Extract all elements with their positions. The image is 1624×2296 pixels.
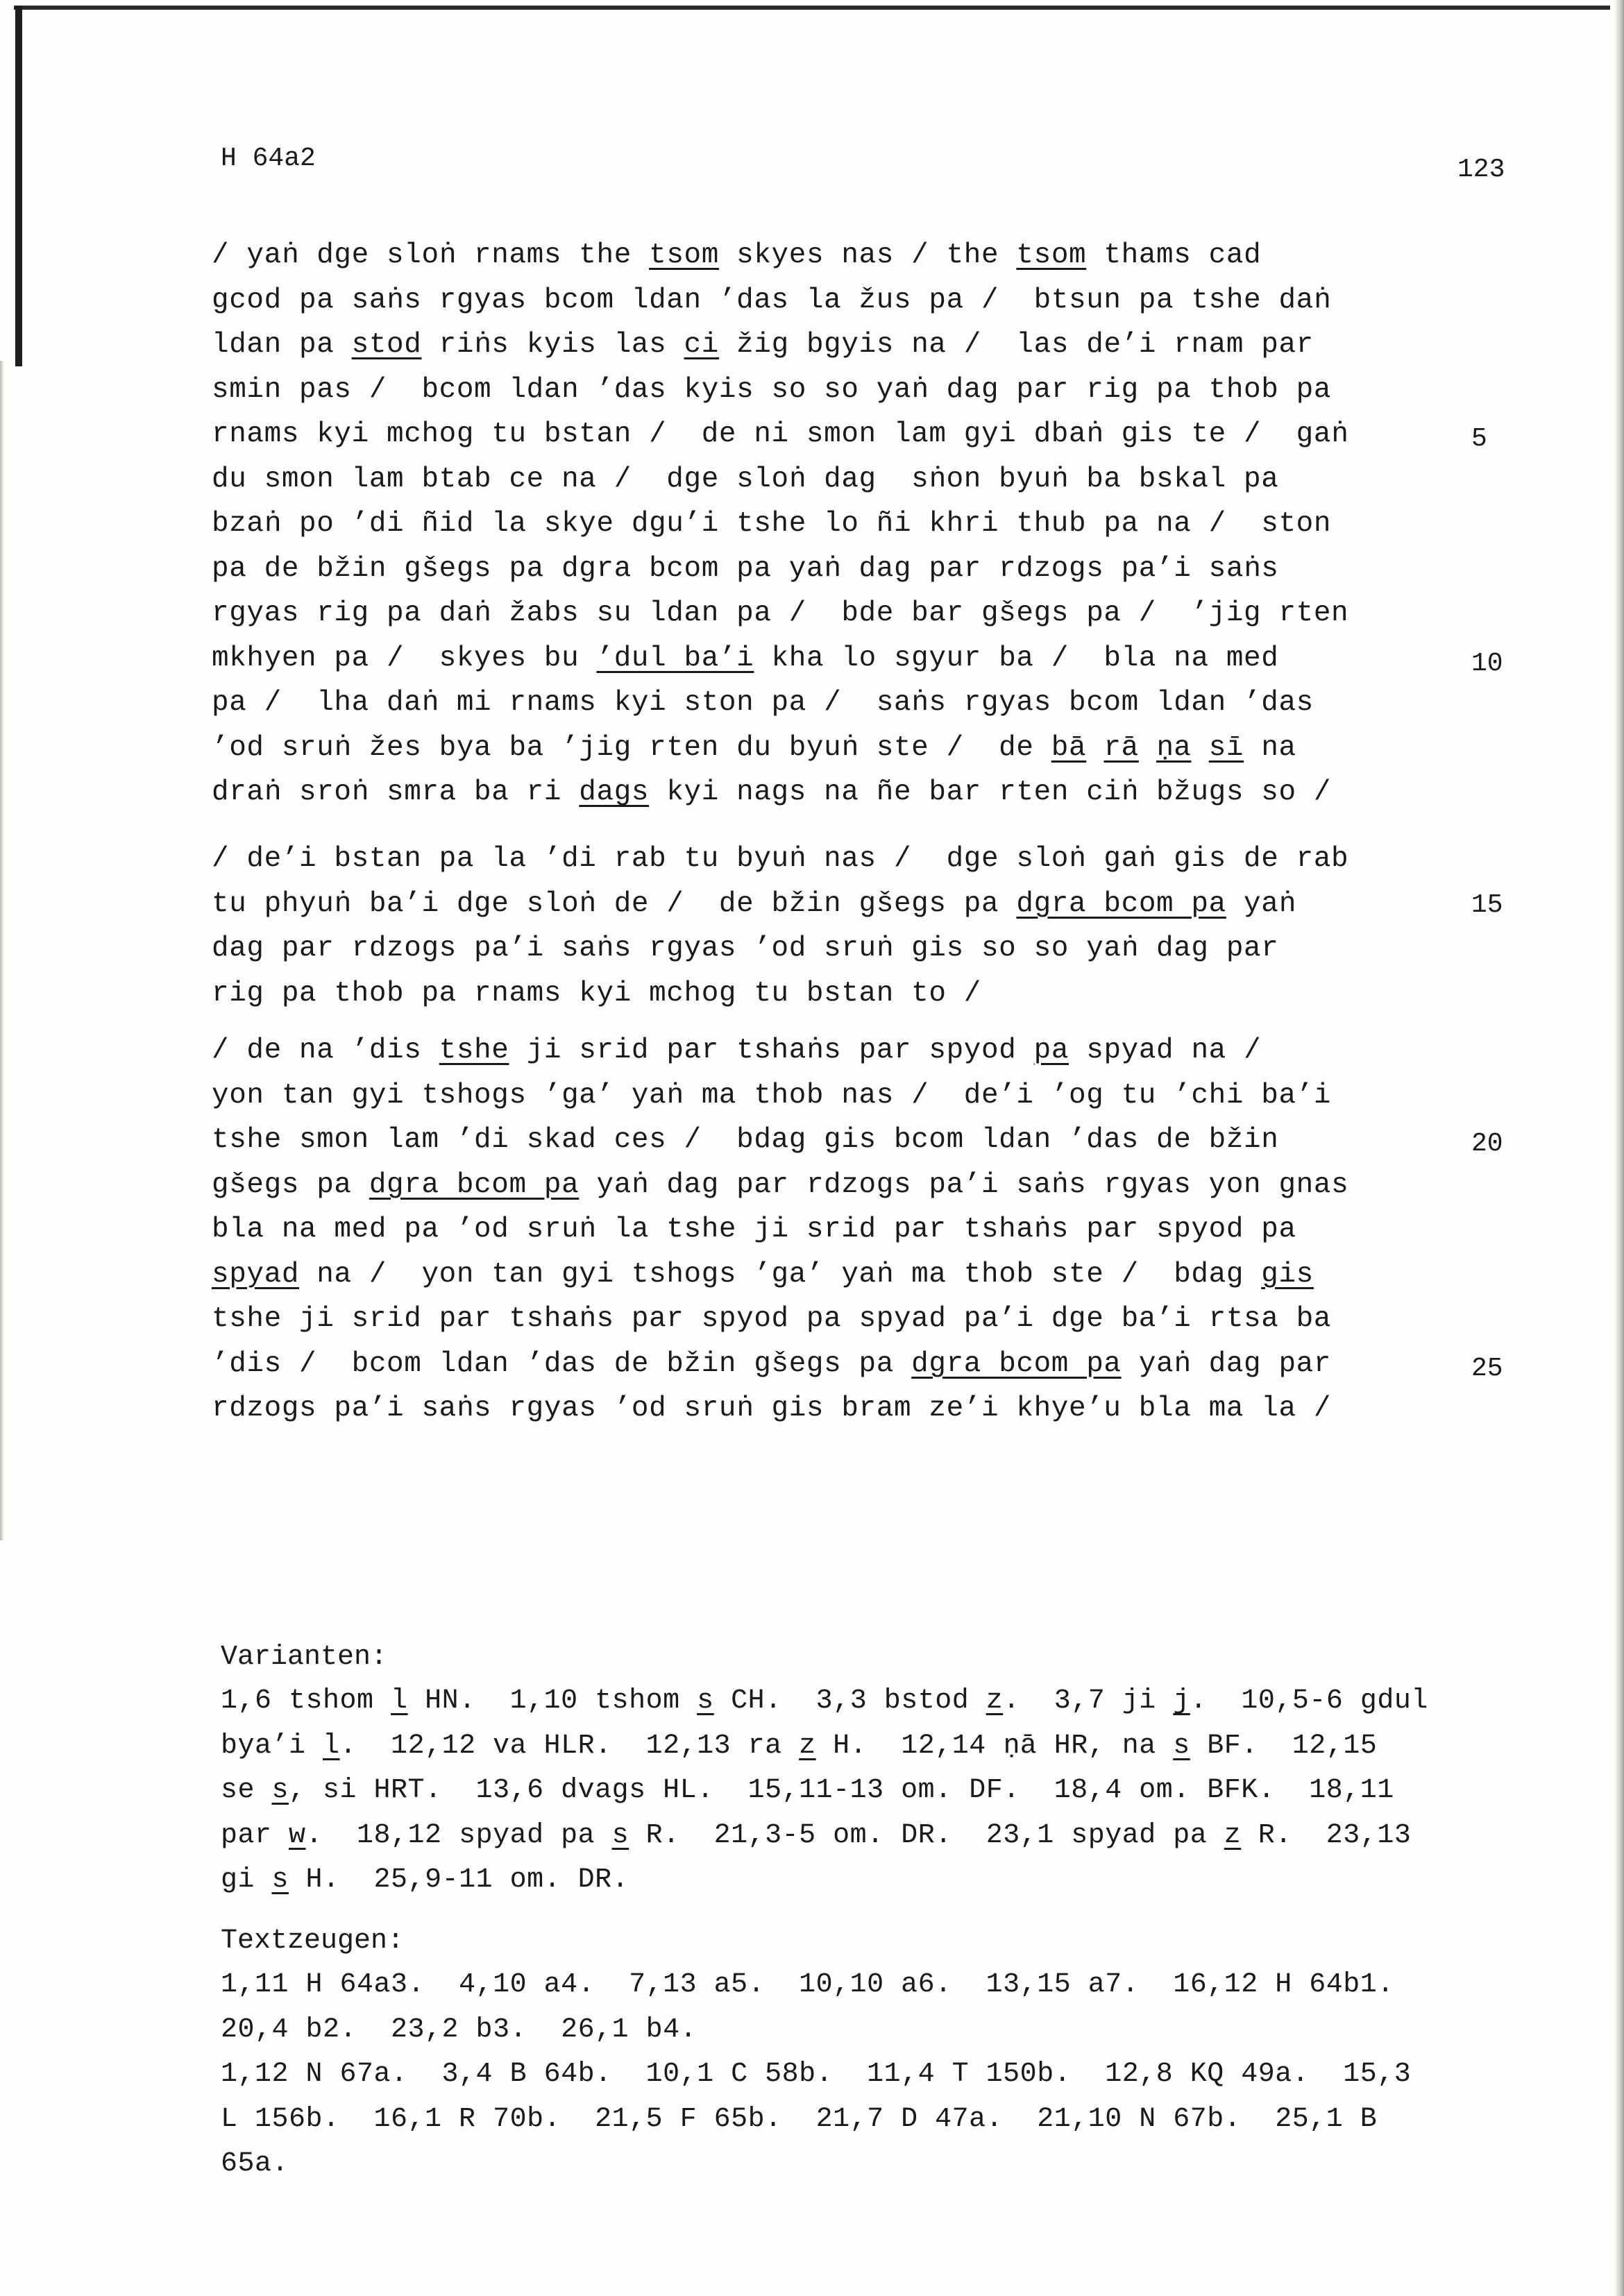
text-run: rnams kyi mchog tu bstan / de ni smon lam gyi dbaṅ gis te / gaṅ (212, 418, 1349, 450)
text-run: spyad na / (1069, 1035, 1262, 1066)
text-line (212, 412, 1482, 457)
underlined-word: tshe (439, 1035, 509, 1066)
underlined-word: z (986, 1685, 1004, 1717)
text-line (212, 502, 1482, 547)
text-line (212, 457, 1482, 502)
margin-line-number-10: 10 (1471, 649, 1503, 679)
variants-lines (221, 1679, 1539, 1903)
text-run: ldan pa (212, 329, 352, 361)
underlined-word: tsom (649, 239, 719, 271)
underlined-word: tsom (1016, 239, 1087, 271)
underlined-word: z (799, 1730, 816, 1762)
witnesses-heading: Textzeugen: (221, 1925, 405, 1957)
text-run: L 156b. 16,1 R 70b. 21,5 F 65b. 21,7 D 47a. 21,10 N 67b. 25,1 B (221, 2103, 1378, 2135)
text-line (212, 926, 1482, 971)
text-line (212, 368, 1482, 413)
text-line (212, 726, 1482, 771)
underlined-word: w (289, 1819, 306, 1851)
text-run: yaṅ dag par (1121, 1347, 1332, 1380)
text-run: skyes nas / the (718, 239, 1017, 271)
text-run: 20,4 b2. 23,2 b3. 26,1 b4. (221, 2014, 697, 2046)
text-run: se (221, 1775, 272, 1806)
underlined-word: rā (1103, 731, 1139, 764)
margin-line-number-20: 20 (1471, 1129, 1503, 1159)
text-run: R. 21,3-5 om. DR. 23,1 spyad pa (629, 1819, 1224, 1851)
text-run: BF. 12,15 (1190, 1730, 1378, 1762)
underlined-word: sī (1208, 731, 1244, 764)
underlined-word: s (611, 1819, 629, 1851)
text-run (1192, 732, 1209, 764)
text-run (1139, 732, 1156, 764)
text-run: 1,12 N 67a. 3,4 B 64b. 10,1 C 58b. 11,4 T 150b. 12,8 KQ 49a. 15,3 (221, 2059, 1412, 2090)
page-signature: H 64a2 (221, 144, 316, 173)
text-line (212, 681, 1482, 726)
text-run: dag par rdzogs pa’i saṅs rgyas ’od sruṅ gis so so yaṅ dag par (212, 933, 1279, 964)
text-run: , si HRT. 13,6 dvags HL. 15,11-13 om. DF. 18,4 om. BFK. 18,11 (289, 1775, 1394, 1806)
underlined-word: gis (1261, 1258, 1314, 1291)
underlined-word: ’dul ba’i (596, 642, 754, 674)
witness-line (221, 2098, 1539, 2143)
text-run: gcod pa saṅs rgyas bcom ldan ’das la žus pa / btsun pa tshe daṅ (212, 284, 1332, 316)
text-run: yon tan gyi tshogs ’ga’ yaṅ ma thob nas / de’i ’og tu ’chi ba’i (212, 1079, 1332, 1112)
text-run: R. 23,13 (1241, 1819, 1412, 1851)
underlined-word: j (1173, 1685, 1190, 1717)
witness-line (221, 2008, 1539, 2053)
text-run: ji srid par tshaṅs par spyod (509, 1035, 1034, 1066)
underlined-word: l (323, 1730, 340, 1762)
text-run: / de’i bstan pa la ’di rab tu byuṅ nas / dge sloṅ gaṅ gis de rab (212, 843, 1349, 875)
text-line (212, 591, 1482, 636)
text-run: gšegs pa (212, 1168, 369, 1201)
text-run: gi (221, 1864, 272, 1896)
text-line (212, 1028, 1482, 1073)
text-line (212, 1073, 1482, 1119)
variant-line (221, 1769, 1539, 1814)
text-line (212, 1118, 1482, 1163)
text-run: tu phyuṅ ba’i dge sloṅ de / de bžin gšegs pa (212, 887, 1017, 920)
scan-left-shadow (0, 361, 4, 1540)
underlined-word: s (1173, 1730, 1190, 1762)
text-block-2 (212, 837, 1482, 1016)
text-line (212, 1297, 1482, 1342)
underlined-word: dags (579, 776, 650, 808)
text-run: kyi nags na ñe bar rten ciṅ bžugs so / (649, 776, 1332, 808)
text-run: 65a. (221, 2148, 289, 2179)
underlined-word: spyad (212, 1258, 300, 1291)
text-run: bzaṅ po ’di ñid la skye dgu’i tshe lo ñi khri thub pa na / ston (212, 508, 1332, 540)
text-run (1086, 732, 1103, 764)
text-run: yaṅ (1226, 887, 1296, 920)
text-run: riṅs kyis las (421, 329, 684, 361)
text-run: žig bgyis na / las de’i rnam par (718, 329, 1314, 361)
variant-line (221, 1814, 1539, 1859)
variant-line (221, 1858, 1539, 1903)
text-block-1 (212, 233, 1482, 815)
underlined-word: s (697, 1685, 714, 1717)
text-block-3 (212, 1028, 1482, 1431)
text-run: yaṅ dag par rdzogs pa’i saṅs rgyas yon gnas (579, 1168, 1349, 1201)
text-line (212, 323, 1482, 368)
text-run: tshe ji srid par tshaṅs par spyod pa spyad pa’i dge ba’i rtsa ba (212, 1303, 1332, 1335)
text-line (212, 770, 1482, 815)
variant-line (221, 1724, 1539, 1769)
text-run: . 12,12 va HLR. 12,13 ra (339, 1730, 800, 1762)
underlined-word: s (271, 1775, 289, 1806)
text-run: H. 25,9-11 om. DR. (289, 1864, 629, 1896)
text-run: H. 12,14 ṇā HR, na (815, 1730, 1174, 1762)
text-line (212, 1207, 1482, 1252)
underlined-word: ci (684, 329, 719, 361)
text-run: . 3,7 ji (1003, 1685, 1174, 1717)
text-run: / de na ’dis (212, 1035, 439, 1066)
variants-apparatus (221, 1636, 1539, 1903)
text-line (212, 1163, 1482, 1208)
margin-line-number-25: 25 (1471, 1354, 1503, 1384)
text-run: thams cad (1086, 239, 1262, 271)
witness-line (221, 2052, 1539, 2098)
underlined-word: z (1224, 1819, 1242, 1851)
text-run: bla na med pa ’od sruṅ la tshe ji srid par tshaṅs par spyod pa (212, 1214, 1296, 1245)
underlined-word: dgra bcom pa (911, 1347, 1122, 1380)
text-run: du smon lam btab ce na / dge sloṅ dag sṅon byuṅ ba bskal pa (212, 463, 1279, 495)
text-run: pa / lha daṅ mi rnams kyi ston pa / saṅs rgyas bcom ldan ’das (212, 687, 1314, 719)
text-run: rig pa thob pa rnams kyi mchog tu bstan to / (212, 977, 981, 1010)
text-line (212, 233, 1482, 278)
text-run: na / yon tan gyi tshogs ’ga’ yaṅ ma thob ste / bdag (299, 1258, 1262, 1291)
witness-line (221, 2142, 1539, 2187)
text-line (212, 837, 1482, 882)
text-run: rgyas rig pa daṅ žabs su ldan pa / bde bar gšegs pa / ’jig rten (212, 597, 1349, 629)
text-line (212, 547, 1482, 592)
scan-right-edge (1614, 0, 1624, 2296)
text-run: ’od sruṅ žes bya ba ’jig rten du byuṅ ste / de (212, 731, 1051, 764)
text-run: . 18,12 spyad pa (305, 1819, 612, 1851)
text-run: 1,6 tshom (221, 1685, 391, 1717)
page-number: 123 (1457, 155, 1505, 185)
witnesses-lines (221, 1963, 1539, 2187)
text-run: kha lo sgyur ba / bla na med (754, 642, 1279, 674)
scan-left-binding (15, 6, 22, 366)
text-run: tshe smon lam ’di skad ces / bdag gis bcom ldan ’das de bžin (212, 1124, 1279, 1156)
underlined-word: bā (1051, 731, 1087, 764)
text-run: par (221, 1819, 289, 1851)
text-run: CH. 3,3 bstod (713, 1685, 986, 1717)
text-run: . 10,5-6 gdul (1190, 1685, 1428, 1717)
text-run: HN. 1,10 tshom (407, 1685, 697, 1717)
underlined-word: s (271, 1864, 289, 1896)
margin-line-number-15: 15 (1471, 890, 1503, 920)
underlined-word: pa (1033, 1035, 1069, 1066)
text-line (212, 1252, 1482, 1298)
underlined-word: dgra bcom pa (369, 1168, 580, 1201)
text-run: bya’i (221, 1730, 323, 1762)
scan-top-edge (14, 6, 1610, 10)
variant-line (221, 1679, 1539, 1724)
text-line (212, 1386, 1482, 1431)
text-run: na (1244, 731, 1296, 764)
text-run: / yaṅ dge sloṅ rnams the (212, 239, 650, 271)
text-line (212, 971, 1482, 1017)
underlined-word: dgra bcom pa (1016, 887, 1226, 920)
text-run: smin pas / bcom ldan ’das kyis so so yaṅ dag par rig pa thob pa (212, 373, 1332, 406)
text-run: pa de bžin gšegs pa dgra bcom pa yaṅ dag par rdzogs pa’i saṅs (212, 552, 1279, 585)
text-line (212, 882, 1482, 927)
underlined-word: stod (351, 329, 422, 361)
margin-line-number-5: 5 (1471, 424, 1487, 454)
witness-line (221, 1963, 1539, 2008)
underlined-word: ṇa (1156, 731, 1192, 764)
text-line (212, 278, 1482, 323)
witnesses-apparatus (221, 1920, 1539, 2187)
text-run: rdzogs pa’i saṅs rgyas ’od sruṅ gis bram ze’i khye’u bla ma la / (212, 1393, 1332, 1425)
text-line (212, 1342, 1482, 1387)
variants-heading: Varianten: (221, 1642, 388, 1673)
text-line (212, 636, 1482, 681)
underlined-word: l (391, 1685, 408, 1717)
text-run: ’dis / bcom ldan ’das de bžin gšegs pa (212, 1347, 912, 1380)
text-run: 1,11 H 64a3. 4,10 a4. 7,13 a5. 10,10 a6. 13,15 a7. 16,12 H 64b1. (221, 1969, 1394, 2000)
text-run: draṅ sroṅ smra ba ri (212, 776, 580, 808)
text-run: mkhyen pa / skyes bu (212, 642, 597, 674)
